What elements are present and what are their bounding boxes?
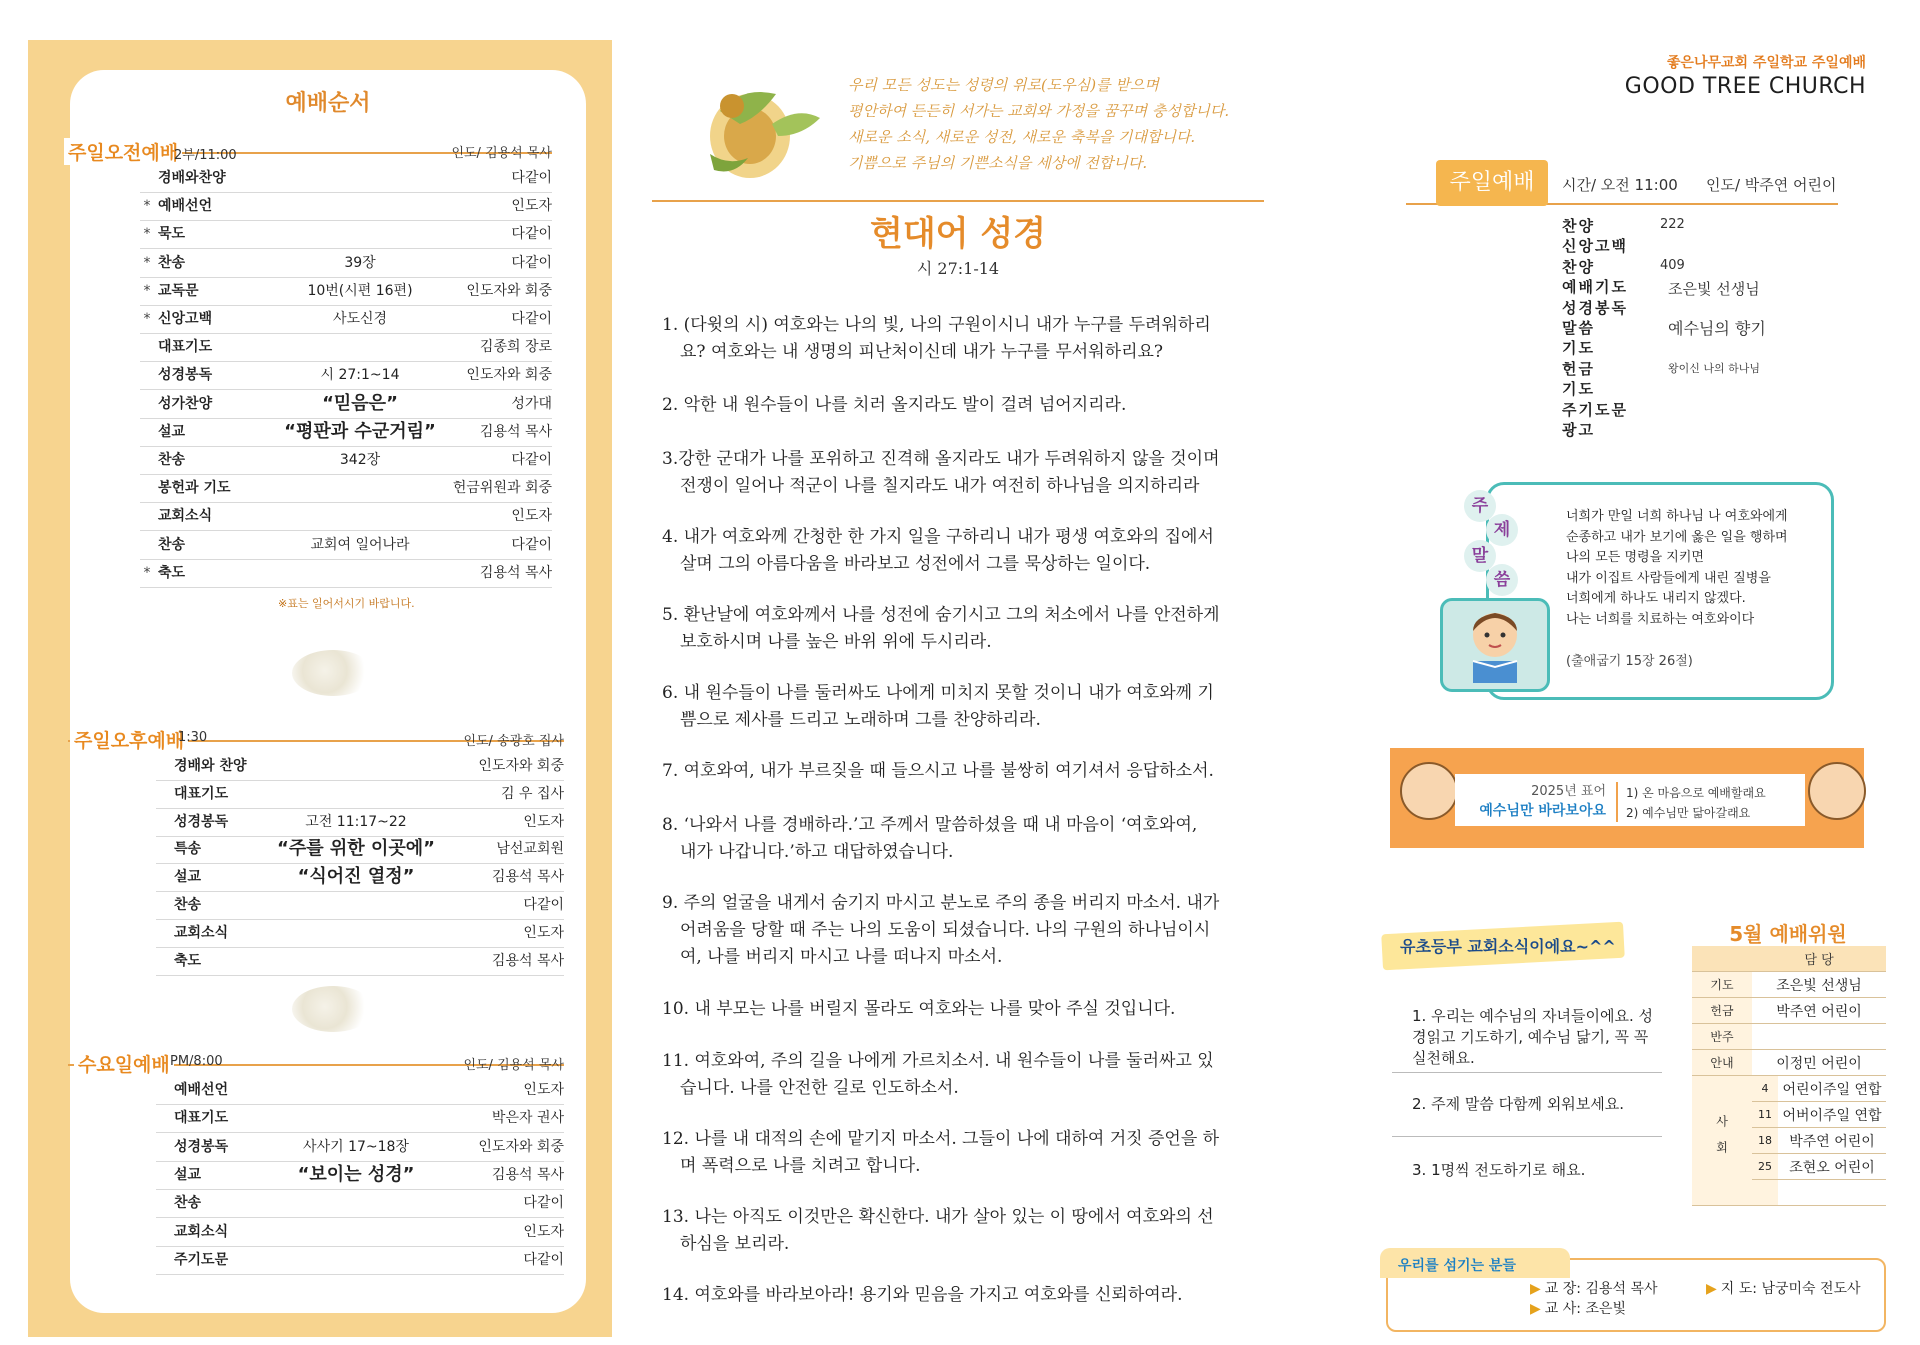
wednesday-service-time: PM/8:00 [170,1054,223,1069]
program-item: 광고 [1562,421,1595,439]
duty-label: 기도 [1692,972,1752,998]
duty-society-value [1778,1180,1886,1206]
worship-leader: 인도/ 박주연 어린이 [1706,176,1837,194]
duty-row [1692,998,1886,1024]
order-detail: 시 27:1~14 [320,367,400,384]
verse-line: 며 폭력으로 나를 치려고 합니다. [680,1156,921,1176]
order-detail: 사사기 17~18장 [303,1138,409,1155]
program-value: 예수님의 향기 [1668,319,1766,338]
program-item: 찬양 [1562,257,1595,276]
order-item: 찬송 [158,254,186,271]
order-row [156,919,564,948]
verse [662,312,1260,366]
order-item: 찬송 [174,1195,202,1212]
duty-society-value: 어린이주일 연합 [1778,1076,1886,1102]
bible-title: 현대어 성경 [869,214,1047,254]
order-detail: 교회여 일어나라 [310,536,410,553]
server-guide [1706,1278,1861,1298]
order-who: 인도자와 회중 [466,282,552,299]
duty-value: 이정민 어린이 [1752,1050,1886,1076]
triangle-icon: ▶ [1530,1301,1541,1317]
verse-line: 9. 주의 얼굴을 내게서 숨기지 마시고 분노로 주의 종을 버리지 마소서. 내가 [662,893,1220,913]
order-row [140,390,552,419]
theme-line: 순종하고 내가 보기에 옳은 일을 행하며 [1566,529,1788,545]
star-mark: * [143,254,151,271]
server-guide-text: 지 도: 남궁미숙 전도사 [1720,1281,1861,1297]
morning-service-leader: 인도/ 김용석 목사 [451,146,552,161]
program-item: 헌금 [1562,359,1595,378]
order-detail: 342장 [339,452,381,468]
order-row [140,531,552,560]
order-who: 인도자 [523,924,564,941]
worship-label: 주일예배 [1436,160,1548,206]
order-item: 성경봉독 [158,367,213,384]
verse [662,1282,1260,1309]
title-rule [652,200,1264,202]
star-mark: * [143,226,151,243]
theme-bubble: 제 [1486,514,1518,546]
order-detail: “식어진 열정” [297,866,415,888]
verse-line: 5. 환난날에 여호와께서 나를 성전에 숨기시고 그의 처소에서 나를 안전하게 [662,605,1220,625]
servers-title: 우리를 섬기는 분들 [1398,1258,1516,1274]
order-row [156,1218,564,1247]
order-row [156,1189,564,1218]
theme-bubble: 말 [1464,540,1496,572]
verse-line: 7. 여호와여, 내가 부르짖을 때 들으시고 나를 불쌍히 여기셔서 응답하소서. [662,761,1214,781]
order-who: 다같이 [523,897,564,913]
order-item: 묵도 [158,226,186,243]
order-detail: 고전 11:17~22 [305,813,407,830]
order-row [140,474,552,503]
motto-text: 예수님만 바라보아요 [1479,803,1606,819]
worship-time: 시간/ 오전 11:00 [1562,176,1678,194]
order-row [156,1104,564,1133]
order-item: 찬송 [158,536,186,553]
order-detail: “믿음은” [322,392,398,414]
order-item: 대표기도 [158,339,213,356]
server-teacher [1530,1298,1626,1318]
order-item: 교독문 [158,282,199,299]
order-item: 성경봉독 [174,813,229,830]
theme-line: 나는 너희를 치료하는 여호와이다 [1566,611,1755,627]
intro-line: 우리 모든 성도는 성령의 위로(도우심)를 받으며 [848,76,1159,94]
verse-line: 2. 악한 내 원수들이 나를 치러 올지라도 발이 걸려 넘어지리라. [662,395,1127,415]
order-who: 김용석 목사 [479,564,552,581]
order-item: 축도 [174,952,202,969]
order-who: 김용석 목사 [491,1166,564,1183]
order-who: 인도자와 회중 [478,758,564,774]
program-item: 예배기도 [1562,278,1628,297]
order-row [156,1133,564,1162]
order-who: 다같이 [511,226,552,243]
order-who: 다같이 [511,254,552,271]
verse-line: 14. 여호와를 바라보아라! 용기와 믿음을 가지고 여호와를 신뢰하여라. [662,1285,1183,1305]
order-who: 인도자 [523,1223,564,1240]
intro-line: 기쁨으로 주님의 기쁜소식을 세상에 전합니다. [848,154,1148,172]
verse-line: 4. 내가 여호와께 간청한 한 가지 일을 구하리니 내가 평생 여호와의 집에서 [662,527,1214,547]
afternoon-service-leader: 인도/ 송광호 집사 [463,734,564,749]
verse [662,1048,1260,1102]
verse-line: 12. 나를 내 대적의 손에 맡기지 마소서. 그들이 나에 대하여 거짓 증언을 하 [662,1129,1220,1149]
order-who: 김종희 장로 [479,339,552,356]
order-row [156,752,564,781]
order-who: 인도자 [511,198,552,215]
order-detail: 10번(시편 16편) [307,282,413,299]
reading-child-image [1440,598,1550,692]
theme-line: 너희가 만일 너희 하나님 나 여호와에게 [1566,509,1788,524]
order-who: 성가대 [511,395,552,412]
verse-line: 보호하시며 나를 높은 바위 위에 두시리라. [680,632,992,652]
verse-line: 11. 여호와여, 주의 길을 나에게 가르치소서. 내 원수들이 나를 둘러싸고 있 [662,1051,1214,1071]
theme-line: 내가 이집트 사람들에게 내린 질병을 [1566,570,1771,586]
duty-label: 헌금 [1692,998,1752,1024]
program-item: 성경봉독 [1562,298,1628,317]
order-item: 축도 [158,564,186,581]
duty-label: 반주 [1692,1024,1752,1050]
news-item: 2. 주제 말씀 다함께 외워보세요. [1412,1095,1625,1113]
worship-order-title: 예배순서 [285,91,371,116]
theme-verse-reference: (출애굽기 15장 26절) [1566,654,1693,669]
order-who: 김 우 집사 [501,785,564,802]
theme-bubble: 주 [1464,490,1496,522]
order-row [140,220,552,249]
verse [662,392,1260,419]
order-item: 대표기도 [174,785,229,802]
duty-row [1692,1050,1886,1076]
order-row [156,1161,564,1190]
order-who: 다같이 [511,536,552,553]
verse-line: 3.강한 군대가 나를 포위하고 진격해 올지라도 내가 두려워하지 않을 것이며 [662,449,1220,469]
order-row [140,164,552,193]
duty-society-value: 조현오 어린이 [1778,1154,1886,1180]
order-who: 다같이 [523,1251,564,1268]
program-value: 409 [1660,257,1685,273]
order-detail: 39장 [344,254,376,271]
verse-line: 살며 그의 아름다움을 바라보고 성전에서 그를 묵상하는 일이다. [680,554,1151,574]
morning-service-time: 2부/11:00 [174,148,237,163]
order-item: 특송 [174,841,202,858]
program-value: 222 [1660,217,1685,232]
morning-service-name: 주일오전예배 [64,138,182,165]
program-item: 말씀 [1562,319,1595,337]
verse [662,758,1260,785]
order-who: 다같이 [511,311,552,327]
order-item: 설교 [174,869,202,886]
order-row [140,277,552,306]
order-item: 설교 [174,1166,202,1183]
order-row [156,780,564,809]
church-subtitle: 좋은나무교회 주일학교 주일예배 [1666,55,1866,71]
server-teacher-text: 교 사: 조은빛 [1544,1301,1627,1317]
verse-line: 요? 여호와는 내 생명의 피난처이신데 내가 누구를 무서워하리요? [680,342,1164,362]
verse [662,524,1260,578]
duty-society-value: 어버이주일 연합 [1778,1102,1886,1128]
order-row [156,1076,564,1105]
order-detail: “보이는 성경” [297,1163,415,1185]
reading-child-icon [1443,601,1547,689]
verse [662,602,1260,656]
theme-line: 너희에게 하나도 내리지 않겠다. [1566,591,1746,606]
verse-line: 13. 나는 아직도 이것만은 확신한다. 내가 살아 있는 이 땅에서 여호와의 선 [662,1207,1214,1227]
duty-header-blank [1692,946,1752,972]
duty-row [1692,972,1886,998]
verse-line: 1. (다윗의 시) 여호와는 나의 빛, 나의 구원이시니 내가 누구를 두려워하리 [662,315,1211,335]
verse-line: 어려움을 당할 때 주는 나의 도움이 되셨습니다. 나의 구원의 하나님이시 [680,920,1211,940]
verse-line: 내가 나갑니다.’하고 대답하였습니다. [680,842,954,862]
program-value: 조은빛 선생님 [1668,280,1760,299]
afternoon-service-time: 1:30 [178,730,208,745]
duty-society-label: 사회 [1692,1076,1752,1206]
order-item: 성경봉독 [174,1138,229,1155]
child-left-icon [1400,762,1458,820]
server-pastor-text: 교 장: 김용석 목사 [1544,1281,1658,1297]
order-who: 다같이 [523,1195,564,1212]
program-value: 왕이신 나의 하나님 [1668,361,1761,375]
program-item: 주기도문 [1562,400,1628,419]
order-item: 설교 [158,423,186,440]
motto-divider [1616,782,1618,822]
wednesday-service-name: 수요일예배 [74,1050,174,1077]
intro-line: 새로운 소식, 새로운 성전, 새로운 축복을 기대합니다. [848,128,1196,146]
news-divider [1392,1136,1662,1137]
star-mark: * [143,311,151,327]
order-who: 남선교회원 [496,841,564,858]
order-item: 주기도문 [174,1251,229,1268]
order-who: 인도자와 회중 [478,1138,564,1155]
order-who: 김용석 목사 [479,423,552,440]
order-item: 봉헌과 기도 [158,480,231,497]
lamp-leaf-icon [680,66,830,186]
duty-society-week: 11 [1752,1102,1778,1128]
news-item: 1. 우리는 예수님의 자녀들이에요. 성경읽고 기도하기, 예수님 닮기, 꼭 꼭 실천해요. [1412,1007,1654,1067]
verse-line: 습니다. 나를 안전한 길로 인도하소서. [680,1078,959,1098]
order-item: 찬송 [158,452,186,468]
news-divider [1392,1072,1662,1073]
order-item: 교회소식 [174,1223,229,1240]
duty-society-value: 박주연 어린이 [1778,1128,1886,1154]
intro-line: 평안하여 든든히 서가는 교회와 가정을 꿈꾸며 충성합니다. [848,102,1230,120]
theme-bubble: 씀 [1486,564,1518,596]
news-title: 유초등부 교회소식이에요~^^ [1400,937,1616,956]
order-who: 인도자 [523,1082,564,1098]
verse [662,680,1260,734]
afternoon-service-name: 주일오후예배 [70,726,188,753]
order-item: 교회소식 [174,924,229,941]
order-row [140,502,552,531]
triangle-icon: ▶ [1530,1281,1541,1297]
order-row [156,835,564,864]
order-row [156,808,564,837]
star-mark: * [143,564,151,581]
verse-line: 여, 나를 버리지 마시고 나를 떠나지 마소서. [680,947,1003,967]
order-who: 박은자 권사 [491,1110,564,1127]
flower-decoration [292,650,374,696]
church-name: GOOD TREE CHURCH [1624,74,1866,99]
order-item: 예배선언 [174,1082,229,1098]
star-mark: * [143,198,151,215]
order-item: 경배와찬양 [158,170,226,186]
order-row [140,305,552,334]
news-item: 3. 1명씩 전도하기로 해요. [1412,1161,1586,1179]
order-item: 경배와 찬양 [174,758,247,774]
order-row [140,446,552,475]
order-item: 대표기도 [174,1110,229,1127]
motto-year: 2025년 표어 [1531,784,1606,799]
duty-society-week: 18 [1752,1128,1778,1154]
verse [662,890,1260,971]
verse-line: 쁨으로 제사를 드리고 노래하며 그를 찬양하리라. [680,710,1041,730]
order-row [140,249,552,278]
duty-header-row [1692,946,1886,972]
verse-line: 6. 내 원수들이 나를 둘러싸도 나에게 미치지 못할 것이니 내가 여호와께 기 [662,683,1214,703]
order-item: 예배선언 [158,198,213,215]
duty-society-row [1692,1076,1886,1102]
order-detail: “평판과 수군거림” [284,420,436,442]
order-who: 인도자 [511,508,552,525]
duty-table [1692,946,1886,1206]
program-item: 찬양 [1562,217,1595,235]
order-who: 다같이 [511,170,552,186]
order-row [140,361,552,390]
order-who: 인도자 [523,813,564,830]
order-detail: 사도신경 [332,311,388,327]
order-row [140,418,552,447]
program-item: 신앙고백 [1562,237,1628,256]
flower-decoration-2 [292,986,374,1032]
order-row [156,891,564,920]
order-row [156,1246,564,1275]
server-pastor [1530,1278,1658,1298]
duty-value: 조은빛 선생님 [1752,972,1886,998]
verse [662,1204,1260,1258]
order-who: 다같이 [511,452,552,468]
order-row [156,863,564,892]
verse [662,446,1260,500]
duty-value: 박주연 어린이 [1752,998,1886,1024]
order-item: 찬송 [174,897,202,913]
order-who: 인도자와 회중 [466,367,552,384]
verse [662,812,1260,866]
duty-society-week: 25 [1752,1154,1778,1180]
verse [662,1126,1260,1180]
verse-line: 전쟁이 일어나 적군이 나를 칠지라도 내가 여전히 하나님을 의지하리라 [680,476,1200,496]
triangle-icon: ▶ [1706,1281,1717,1297]
verse-line: 하심을 보리라. [680,1234,790,1254]
duty-label: 안내 [1692,1050,1752,1076]
verse-line: 8. ‘나와서 나를 경배하라.’고 주께서 말씀하셨을 때 내 마음이 ‘여호와여, [662,815,1198,835]
verse [662,996,1260,1023]
order-who: 김용석 목사 [491,952,564,969]
order-row [140,559,552,588]
order-row [140,333,552,362]
order-item: 신앙고백 [158,311,213,327]
program-item: 기도 [1562,339,1595,358]
order-who: 헌금위원과 회중 [452,480,552,497]
duty-title: 5월 예배위원 [1729,922,1847,946]
child-right-icon [1808,762,1866,820]
verse-line: 10. 내 부모는 나를 버릴지 몰라도 여호와는 나를 맞아 주실 것입니다. [662,999,1176,1019]
order-row [156,947,564,976]
duty-value [1752,1024,1886,1050]
motto-goal: 1) 온 마음으로 예배할래요 [1626,786,1766,800]
order-who: 김용석 목사 [491,869,564,886]
duty-society-week: 4 [1752,1076,1778,1102]
standing-note: ※표는 일어서시기 바랍니다. [278,597,415,610]
motto-goal: 2) 예수님만 닮아갈래요 [1626,806,1751,820]
bible-reference: 시 27:1-14 [916,259,1000,278]
duty-row [1692,1024,1886,1050]
order-item: 성가찬양 [158,395,213,412]
program-item: 기도 [1562,380,1595,399]
duty-header: 담 당 [1752,946,1886,972]
wednesday-service-leader: 인도/ 김용석 목사 [463,1058,564,1073]
duty-society-week [1752,1180,1778,1206]
order-item: 교회소식 [158,508,213,525]
theme-line: 나의 모든 명령을 지키면 [1566,550,1704,565]
order-detail: “주를 위한 이곳에” [277,838,435,860]
star-mark: * [143,282,151,299]
order-row [140,192,552,221]
